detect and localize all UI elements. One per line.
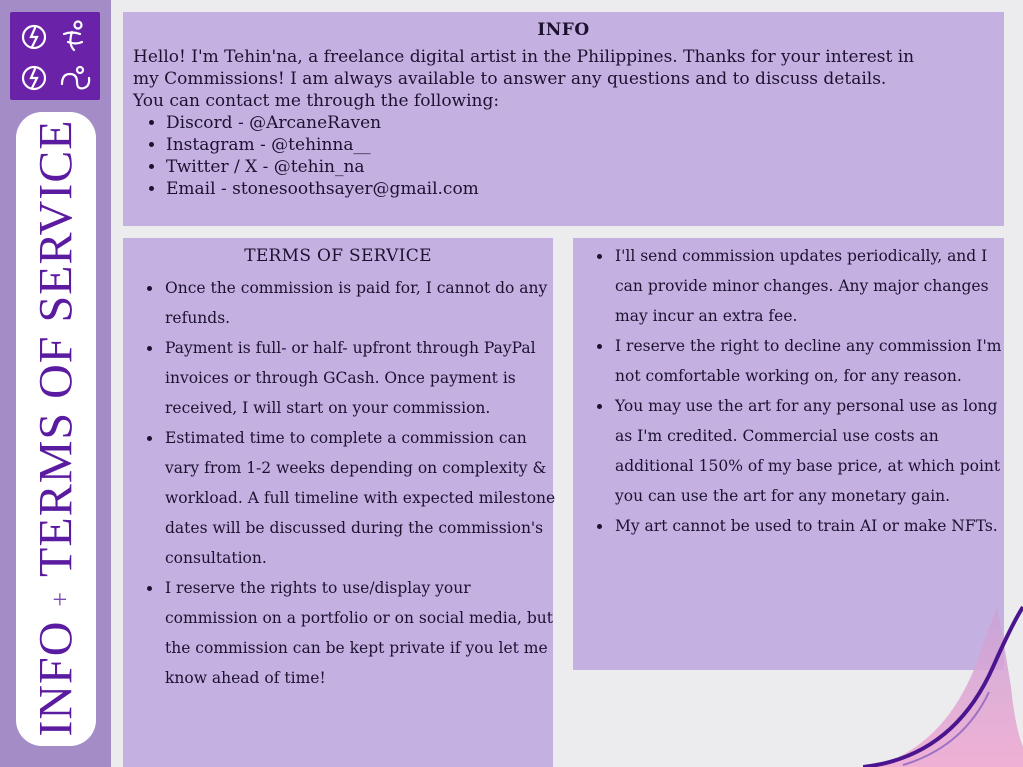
contact-list	[133, 112, 993, 200]
info-heading: INFO	[537, 20, 590, 40]
info-body	[133, 46, 993, 200]
vertical-title-info: INFO	[29, 620, 83, 737]
contact-discord: • Discord - @ArcaneRaven	[166, 112, 993, 134]
glyph-logo-icon	[10, 12, 100, 100]
contact-instagram: • Instagram - @tehinna__	[166, 134, 993, 156]
terms-left-panel	[123, 238, 556, 767]
intro-line: my Commissions! I am always available to answer any questions and to discuss details.	[133, 69, 887, 89]
sidebar	[0, 0, 111, 767]
terms-heading: TERMS OF SERVICE	[244, 246, 432, 266]
terms-item: • I reserve the right to decline any commission I'm not comfortable working on, for any reason.	[613, 331, 1013, 391]
contact-twitter: • Twitter / X - @tehin_na	[166, 156, 993, 178]
intro-line: You can contact me through the following:	[133, 91, 500, 111]
intro-line: Hello! I'm Tehin'na, a freelance digital artist in the Philippines. Thanks for your interest in	[133, 47, 915, 67]
terms-item: • I'll send commission updates periodically, and I can provide minor changes. Any major changes may incur an extra fee.	[613, 241, 1013, 331]
vertical-title-separator: +	[45, 590, 75, 607]
vertical-title-tos: TERMS OF SERVICE	[29, 119, 83, 577]
terms-list-left	[145, 273, 561, 693]
terms-item: • My art cannot be used to train AI or make NFTs.	[613, 511, 1013, 541]
vertical-page-title	[29, 119, 84, 736]
terms-item: • Estimated time to complete a commission can vary from 1-2 weeks depending on complexity & workload. A full timeline with expected milestone dates will be discussed during the commission's consultation.	[163, 423, 561, 573]
contact-email: • Email - stonesoothsayer@gmail.com	[166, 178, 993, 200]
terms-item: • Once the commission is paid for, I cannot do any refunds.	[163, 273, 561, 333]
terms-item: • Payment is full- or half- upfront through PayPal invoices or through GCash. Once payment is received, I will start on your commission.	[163, 333, 561, 423]
terms-list-right	[595, 241, 1013, 541]
terms-item: • I reserve the rights to use/display your commission on a portfolio or on social media, but the commission can be kept private if you let me know ahead of time!	[163, 573, 561, 693]
mountain-wave-decoration	[863, 597, 1023, 767]
terms-item: • You may use the art for any personal use as long as I'm credited. Commercial use costs an additional 150% of my base price, at which point you can use the art for any monetary gain.	[613, 391, 1013, 511]
info-panel	[123, 12, 1004, 226]
